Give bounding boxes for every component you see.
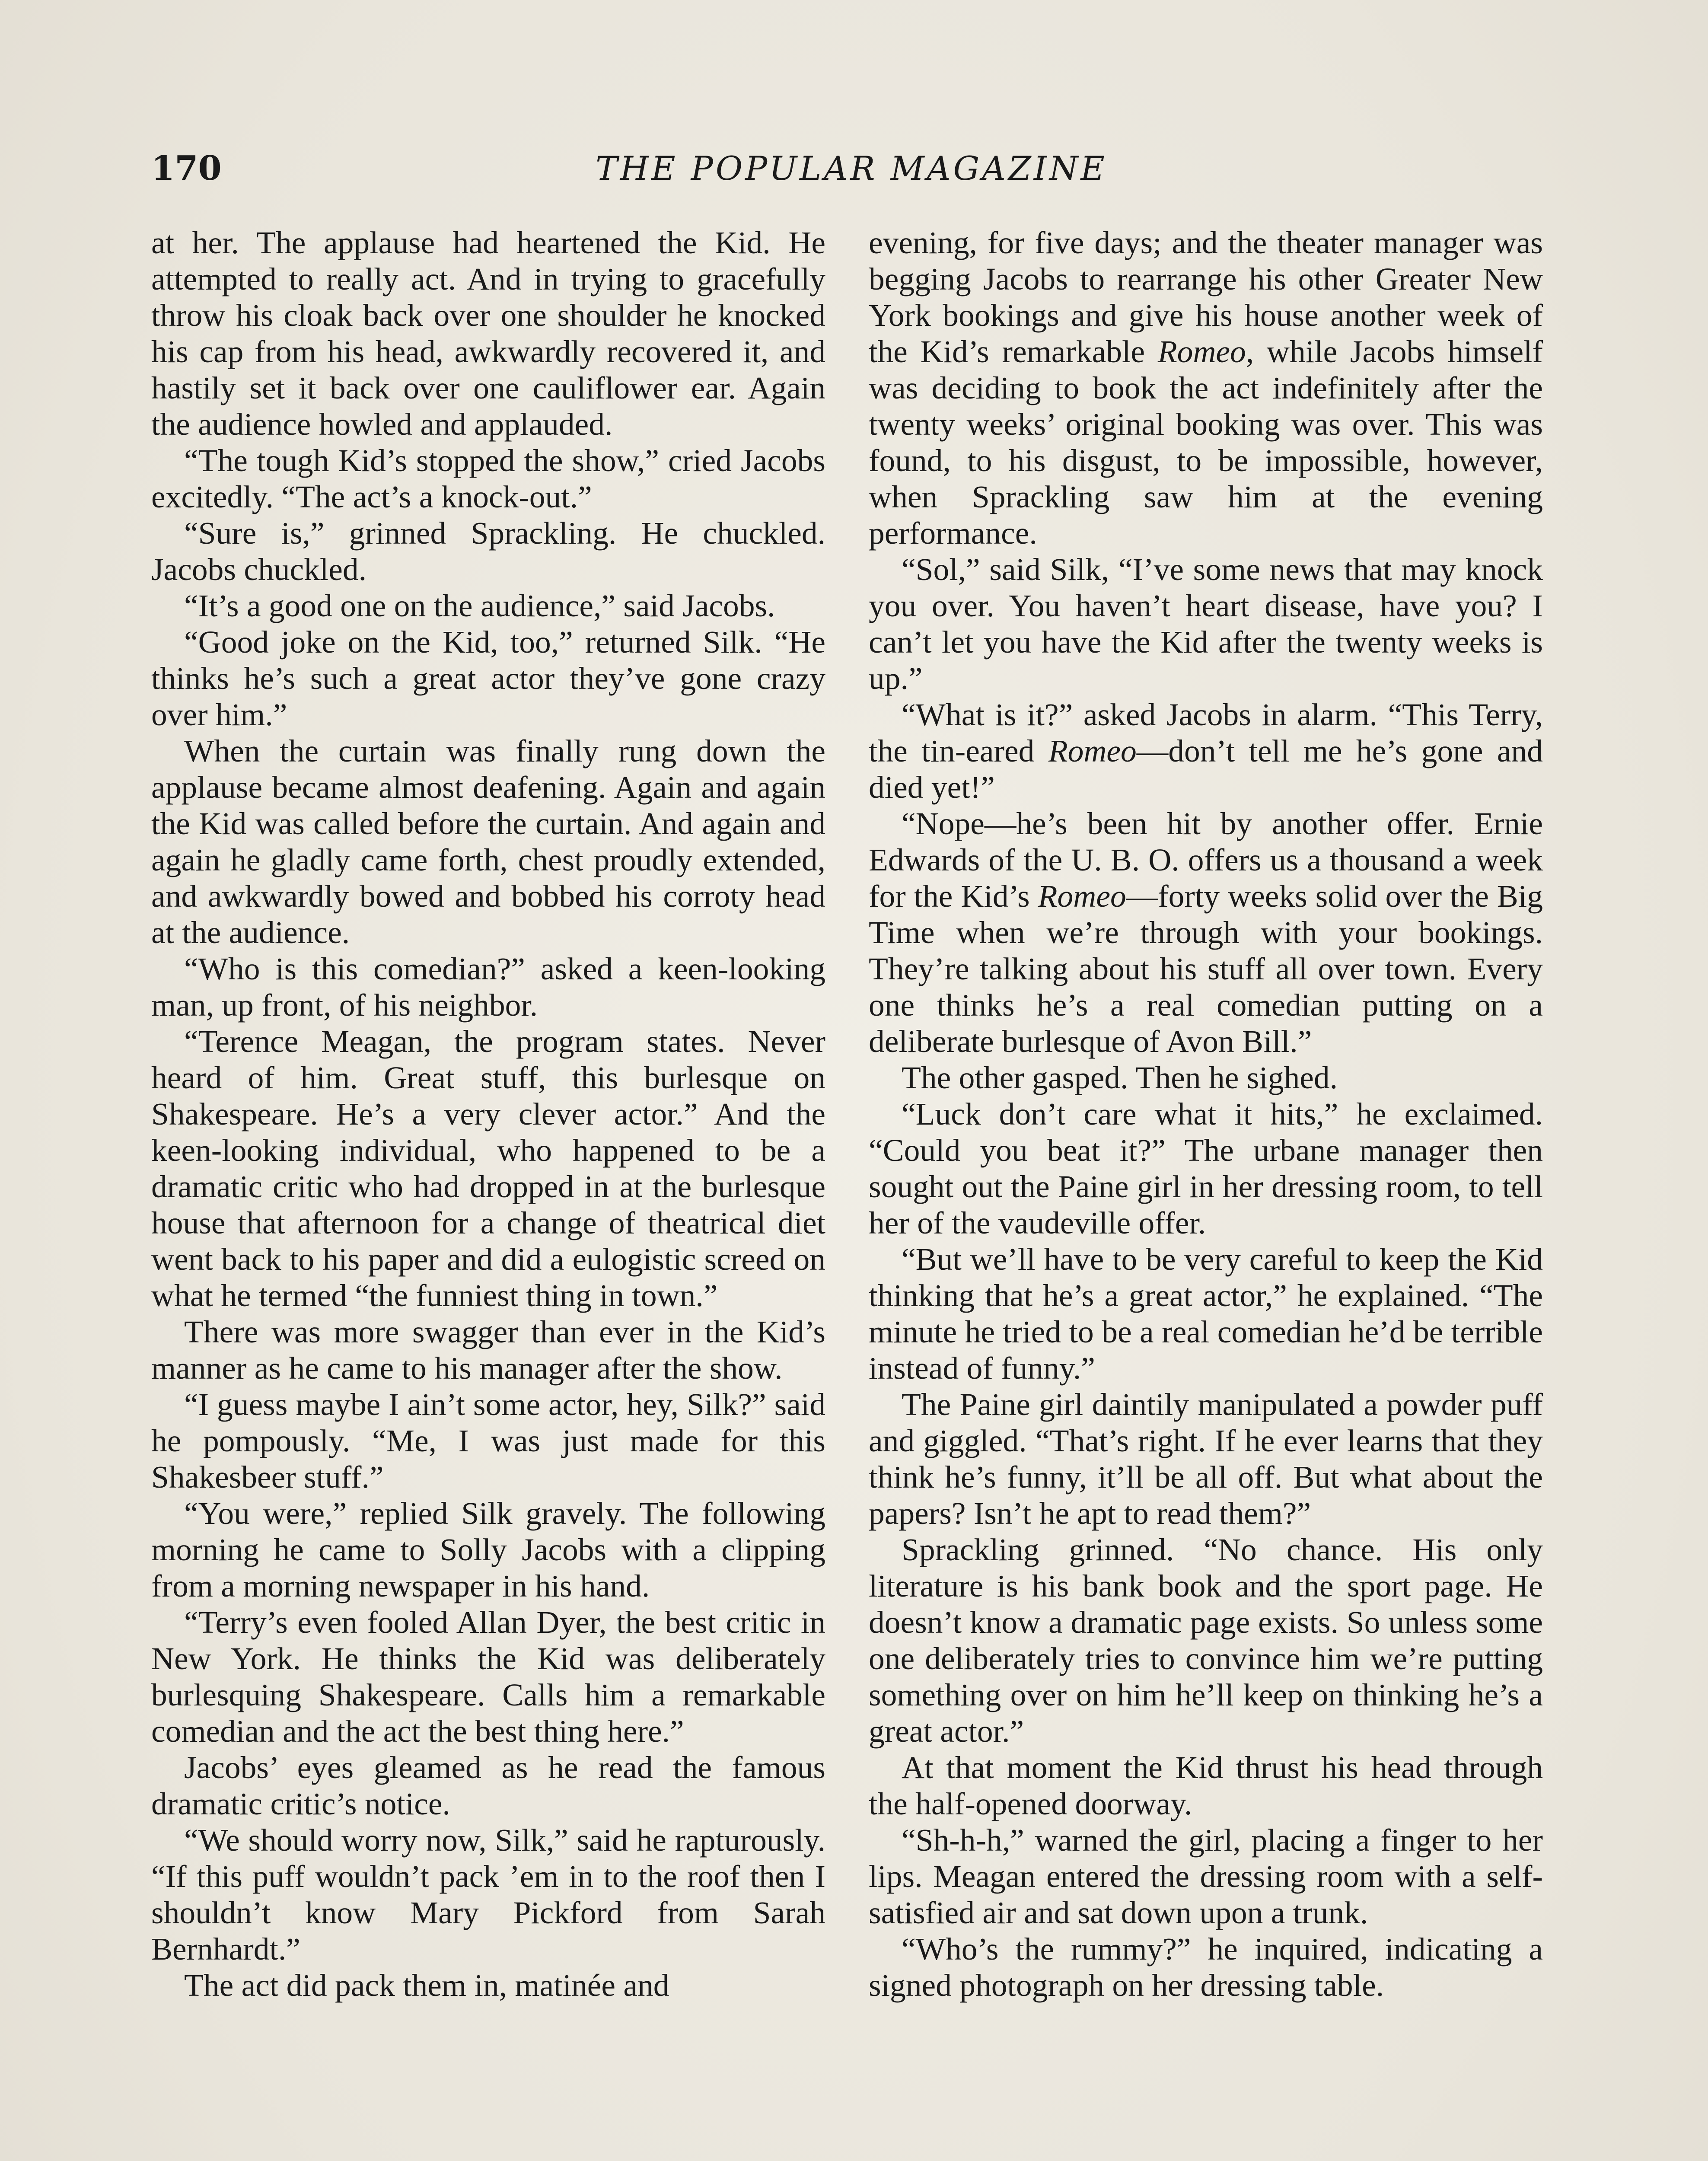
paragraph: There was more swagger than ever in the Kid’s manner as he came to his manager after the show. [151, 1314, 825, 1386]
italic-title: Romeo [1048, 733, 1137, 768]
paragraph: “The tough Kid’s stopped the show,” cried Jacobs excitedly. “The act’s a knock-out.” [151, 443, 825, 514]
paragraph: “It’s a good one on the audience,” said Jacobs. [184, 588, 775, 623]
paragraph: The Paine girl daintily manipulated a powder puff and giggled. “That’s right. If he ever learns that they think he’s funny, it’ll be all off. But what about the papers? Isn’t he apt to read them?” [869, 1387, 1543, 1531]
italic-title: Romeo [1038, 879, 1126, 914]
paragraph: “You were,” replied Silk gravely. The following morning he came to Solly Jacobs with a clipping from a morning newspaper in his hand. [151, 1496, 825, 1603]
paragraph: “I guess maybe I ain’t some actor, hey, Silk?” said he pompously. “Me, I was just made for this Shakesbeer stuff.” [151, 1387, 825, 1495]
paragraph: “Sh-h-h,” warned the girl, placing a finger to her lips. Meagan entered the dressing room with a self-satisfied air and sat down upon a trunk. [869, 1823, 1543, 1930]
paragraph: “But we’ll have to be very careful to keep the Kid thinking that he’s a great actor,” he explained. “The minute he tried to be a real comedian he’d be terrible instead of funny.” [869, 1242, 1543, 1386]
paragraph: “Terry’s even fooled Allan Dyer, the best critic in New York. He thinks the Kid was deliberately burlesquing Shakespeare. Calls him a remarkable comedian and the act the best thing here.” [151, 1605, 825, 1749]
running-title: THE POPULAR MAGAZINE [596, 149, 1107, 188]
left-column [151, 225, 825, 2161]
italic-title: Romeo [1157, 334, 1246, 369]
right-column [869, 225, 1543, 2161]
paragraph: At that moment the Kid thrust his head through the half-opened doorway. [869, 1750, 1543, 1821]
paragraph: “What is it?” asked Jacobs in alarm. “This Terry, the tin-eared Romeo—don’t tell me he’s gone and died yet!” [869, 697, 1543, 805]
paragraph: Sprackling grinned. “No chance. His only literature is his bank book and the sport page. He doesn’t know a dramatic page exists. So unless some one deliberately tries to convince him we’re putting something over on him he’ll keep on thinking he’s a great actor.” [869, 1532, 1543, 1749]
paragraph: The act did pack them in, matinée and [184, 1968, 669, 2003]
paragraph: “Sure is,” grinned Sprackling. He chuckled. Jacobs chuckled. [151, 516, 825, 587]
paragraph: “Nope—he’s been hit by another offer. Ernie Edwards of the U. B. O. offers us a thousand a week for the Kid’s Romeo—forty weeks solid over the Big Time when we’re through with your bookings. They’re talking about his stuff all over town. Every one thinks he’s a real comedian putting on a deliberate burlesque of Avon Bill.” [869, 806, 1543, 1059]
paragraph: evening, for five days; and the theater manager was begging Jacobs to rearrange his other Greater New York bookings and give his house another week of the Kid’s remarkable Romeo, while Jacobs himself was deciding to book the act indefinitely after the twenty weeks’ original booking was over. This was found, to his disgust, to be impossible, however, when Sprackling saw him at the evening performance. [869, 225, 1543, 551]
page-number: 170 [151, 149, 222, 188]
paragraph: “Good joke on the Kid, too,” returned Silk. “He thinks he’s such a great actor they’ve gone crazy over him.” [151, 625, 825, 732]
paragraph: Jacobs’ eyes gleamed as he read the famous dramatic critic’s notice. [151, 1750, 825, 1821]
paragraph: “Terence Meagan, the program states. Never heard of him. Great stuff, this burlesque on Shakespeare. He’s a very clever actor.” And the keen-looking individual, who happened to be a dramatic critic who had dropped in at the burlesque house that afternoon for a change of theatrical diet went back to his paper and did a eulogistic screed on what he termed “the funniest thing in town.” [151, 1024, 825, 1313]
paragraph: The other gasped. Then he sighed. [902, 1060, 1338, 1095]
paragraph: “Sol,” said Silk, “I’ve some news that may knock you over. You haven’t heart disease, have you? I can’t let you have the Kid after the twenty weeks is up.” [869, 552, 1543, 696]
paragraph: “Who is this comedian?” asked a keen-looking man, up front, of his neighbor. [151, 951, 825, 1023]
page-header [151, 143, 1552, 194]
paragraph: “Luck don’t care what it hits,” he exclaimed. “Could you beat it?” The urbane manager then sought out the Paine girl in her dressing room, to tell her of the vaudeville offer. [869, 1096, 1543, 1240]
paragraph: “Who’s the rummy?” he inquired, indicating a signed photograph on her dressing table. [869, 1932, 1543, 2003]
paragraph: When the curtain was finally rung down the applause became almost deafening. Again and again the Kid was called before the curtain. And again and again he gladly came forth, chest proudly extended, and awkwardly bowed and bobbed his corroty head at the audience. [151, 733, 825, 950]
paragraph: “We should worry now, Silk,” said he rapturously. “If this puff wouldn’t pack ’em in to the roof then I shouldn’t know Mary Pickford from Sarah Bernhardt.” [151, 1823, 825, 1967]
paragraph: at her. The applause had heartened the Kid. He attempted to really act. And in trying to gracefully throw his cloak back over one shoulder he knocked his cap from his head, awkwardly recovered it, and hastily set it back over one cauliflower ear. Again the audience howled and applauded. [151, 225, 825, 442]
